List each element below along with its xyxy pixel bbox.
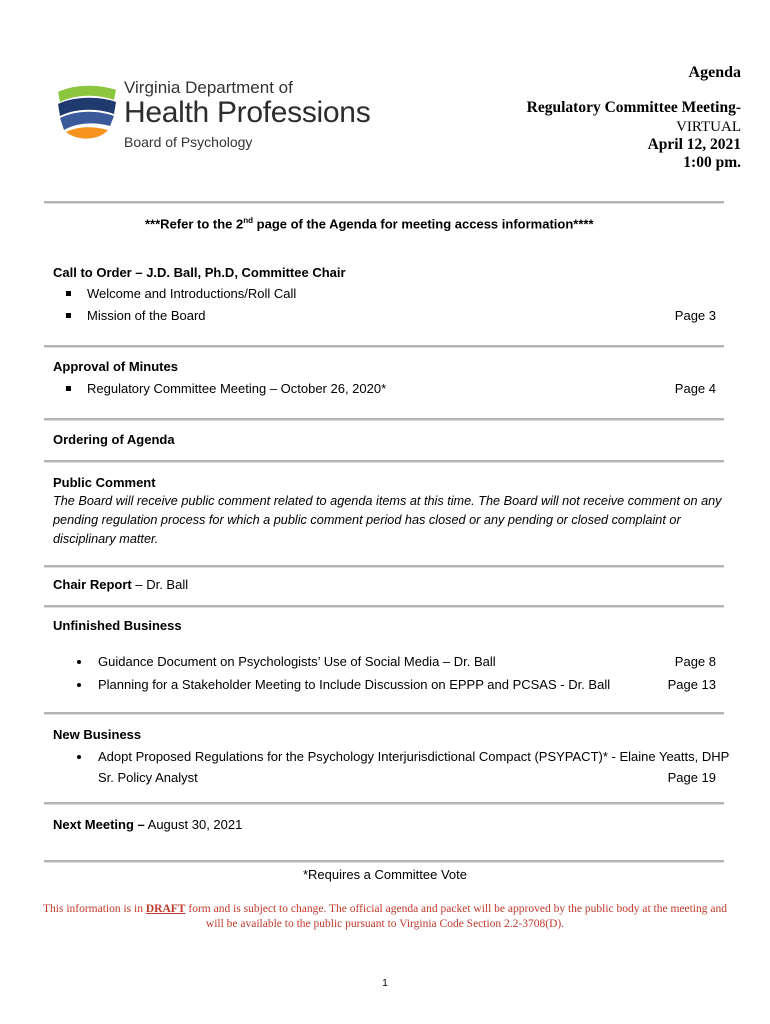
call-to-order-heading: Call to Order – J.D. Ball, Ph.D, Committee Chair bbox=[53, 265, 346, 280]
agenda-title: Agenda bbox=[688, 64, 741, 81]
draft-disclaimer bbox=[40, 902, 730, 932]
meeting-time: 1:00 pm. bbox=[683, 154, 741, 171]
disclaimer-end: form and is subject to change. The official agenda and packet will be approved by the public body at the meeting and will be available to the public pursuant to Virginia Code Section 2.2-3708(D). bbox=[185, 903, 727, 930]
access-note-end: page of the Agenda for meeting access information**** bbox=[253, 216, 594, 232]
bullet bbox=[66, 313, 71, 318]
dhp-logo-mark-icon bbox=[54, 80, 120, 146]
chair-report-presenter: – Dr. Ball bbox=[131, 577, 189, 592]
page-reference: Page 19 bbox=[667, 770, 716, 785]
page-reference: Page 3 bbox=[674, 308, 716, 323]
chair-report-label: Chair Report bbox=[53, 577, 132, 592]
divider bbox=[44, 712, 724, 715]
meeting-date: April 12, 2021 bbox=[647, 136, 741, 153]
vote-note: *Requires a Committee Vote bbox=[302, 867, 468, 882]
bullet bbox=[66, 291, 71, 296]
list-item: Mission of the Board bbox=[87, 308, 206, 323]
access-note-sup: nd bbox=[243, 216, 254, 225]
divider bbox=[44, 418, 724, 421]
approval-heading: Approval of Minutes bbox=[53, 359, 178, 374]
chair-report bbox=[53, 577, 188, 592]
draft-label: DRAFT bbox=[145, 903, 186, 915]
meeting-name: Regulatory Committee Meeting- bbox=[526, 99, 741, 116]
page-number: 1 bbox=[382, 978, 388, 989]
access-note bbox=[145, 216, 594, 231]
public-comment-body: The Board will receive public comment related to agenda items at this time. The Board will not receive comment on any pending regulation process for which a public comment period has closed or any pending or closed complaint or disciplinary matter. bbox=[53, 494, 722, 546]
bullet bbox=[77, 683, 81, 687]
next-meeting-date: August 30, 2021 bbox=[144, 817, 243, 832]
logo-line-agency: Virginia Department of bbox=[124, 78, 293, 97]
logo-line-title: Health Professions bbox=[124, 96, 371, 129]
divider bbox=[44, 802, 724, 805]
divider bbox=[44, 605, 724, 608]
disclaimer-start: This information is in bbox=[43, 903, 146, 915]
unfinished-heading: Unfinished Business bbox=[53, 618, 182, 633]
divider bbox=[44, 460, 724, 463]
public-comment-heading: Public Comment bbox=[53, 475, 156, 490]
list-item: Planning for a Stakeholder Meeting to Include Discussion on EPPP and PCSAS - Dr. Ball bbox=[98, 677, 611, 692]
list-item: Welcome and Introductions/Roll Call bbox=[87, 286, 297, 301]
page-reference: Page 4 bbox=[674, 381, 716, 396]
divider bbox=[44, 565, 724, 568]
bullet bbox=[77, 660, 81, 664]
list-item-continuation: Sr. Policy Analyst bbox=[98, 770, 198, 785]
meeting-format: VIRTUAL bbox=[676, 119, 741, 135]
divider bbox=[44, 201, 724, 204]
bullet bbox=[77, 755, 81, 759]
divider bbox=[44, 860, 724, 863]
page-reference: Page 8 bbox=[674, 654, 716, 669]
logo-line-board: Board of Psychology bbox=[124, 134, 253, 150]
list-item: Guidance Document on Psychologists’ Use of Social Media – Dr. Ball bbox=[98, 654, 496, 669]
list-item: Adopt Proposed Regulations for the Psychology Interjurisdictional Compact (PSYPACT)* - Elaine Yeatts, DHP bbox=[98, 749, 730, 764]
next-meeting-label: Next Meeting – bbox=[53, 817, 145, 832]
divider bbox=[44, 345, 724, 348]
bullet bbox=[66, 386, 71, 391]
page-reference: Page 13 bbox=[667, 677, 716, 692]
next-meeting bbox=[53, 817, 242, 832]
dhp-logo bbox=[54, 78, 414, 148]
access-note-start: ***Refer to the 2 bbox=[145, 216, 244, 232]
new-business-heading: New Business bbox=[53, 727, 142, 742]
ordering-heading: Ordering of Agenda bbox=[53, 432, 175, 447]
list-item: Regulatory Committee Meeting – October 26, 2020* bbox=[87, 381, 387, 396]
